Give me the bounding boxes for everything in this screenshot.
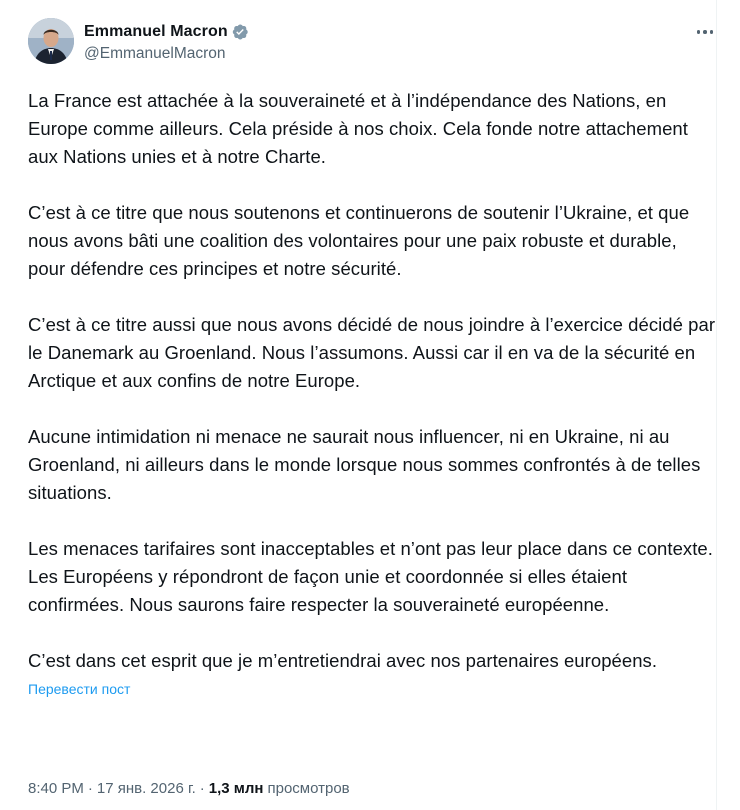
tweet-paragraph: C’est à ce titre que nous soutenons et continuerons de soutenir l’Ukraine, et que nous avons bâti une coalition des volontaires pour une paix robuste et durable, pour défendre ces principes et notre sécurité. (28, 202, 690, 279)
tweet-paragraph: Les menaces tarifaires sont inacceptables et n’ont pas leur place dans ce contexte. Les Européens y répondront de façon unie et coordonnée si elles étaient confirmées. Nous saurons faire respecter la souveraineté européenne. (28, 538, 713, 615)
author-names (84, 18, 249, 63)
verified-badge-icon (231, 23, 249, 41)
tweet-meta (28, 780, 350, 797)
more-options-icon[interactable] (692, 22, 718, 42)
tweet-paragraph: C’est à ce titre aussi que nous avons décidé de nous joindre à l’exercice décidé par le Danemark au Groenland. Nous l’assumons. Aussi car il en va de la sécurité en Arctique et aux confins de notre Europe. (28, 314, 716, 391)
name-row (84, 21, 249, 43)
tweet-paragraph: C’est dans cet esprit que je m’entretiendrai avec nos partenaires européens. (28, 650, 658, 671)
avatar-photo (28, 18, 74, 64)
tweet-paragraph: Aucune intimidation ni menace ne saurait nous influencer, ni en Ukraine, ni au Groenland, ni ailleurs dans le monde lorsque nous sommes confrontés à de telles situations. (28, 426, 701, 503)
tweet-header (28, 18, 718, 70)
tweet (28, 18, 718, 697)
tweet-text (28, 87, 718, 675)
tweet-paragraph: La France est attachée à la souveraineté et à l’indépendance des Nations, en Europe comme ailleurs. Cela préside à nos choix. Cela fonde notre attachement aux Nations unies et à notre Charte. (28, 90, 688, 167)
separator-dot: · (87, 780, 93, 797)
views-count: 1,3 млн (208, 780, 264, 797)
dot (710, 30, 714, 34)
translate-post-link[interactable]: Перевести пост (28, 681, 131, 697)
separator-dot: · (199, 780, 205, 797)
post-date[interactable]: 17 янв. 2026 г. (96, 780, 196, 797)
author-display-name[interactable]: Emmanuel Macron (84, 23, 228, 40)
views-label: просмотров (267, 780, 350, 797)
author-handle[interactable]: @EmmanuelMacron (84, 45, 226, 62)
post-time[interactable]: 8:40 PM (28, 780, 84, 797)
dot (697, 30, 701, 34)
dot (703, 30, 707, 34)
avatar[interactable] (28, 18, 74, 64)
